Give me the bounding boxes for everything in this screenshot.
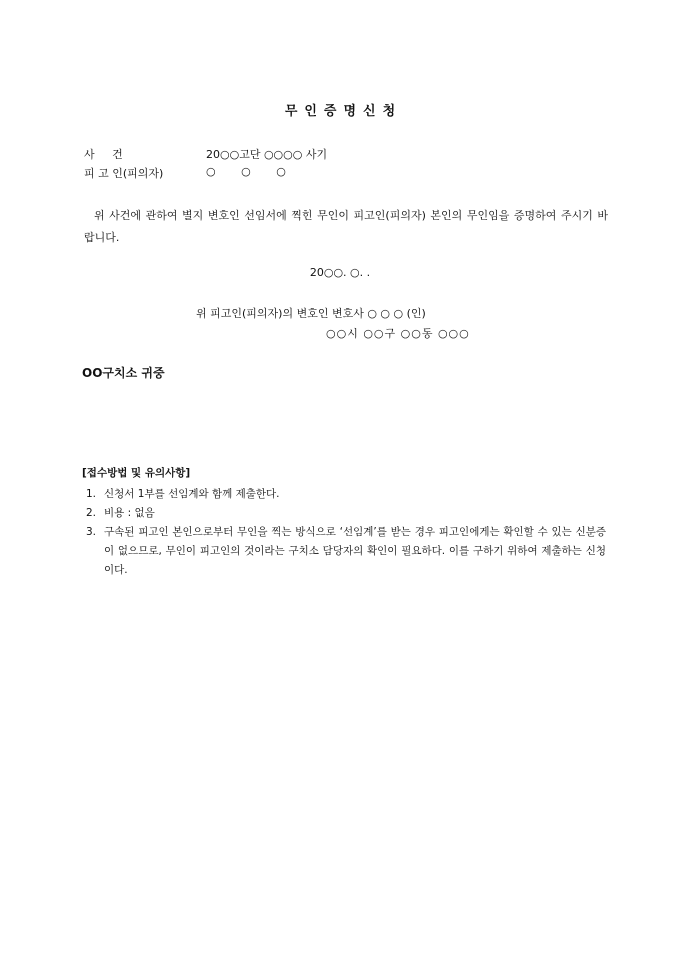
case-label: 사 건 — [84, 148, 123, 161]
document-title: 무인증명신청 — [284, 104, 403, 119]
list-item-text: 신청서 1부를 선임계와 함께 제출한다. — [104, 488, 280, 500]
body-paragraph: 위 사건에 관하여 별지 변호인 선임서에 찍힌 무인이 피고인(피의자) 본인의 무인임을 증명하여 주시기 바랍니다. — [84, 209, 608, 244]
list-item-number: 2. — [86, 507, 97, 519]
defendant-value: ○ ○ ○ — [206, 165, 286, 178]
list-item-text: 비용 : 없음 — [104, 507, 155, 519]
notes-heading: [접수방법 및 유의사항] — [82, 467, 191, 479]
defendant-label: 피 고 인(피의자) — [84, 167, 164, 180]
list-item-number: 1. — [86, 488, 97, 500]
list-item — [86, 485, 606, 504]
notes-list — [86, 485, 606, 580]
list-item-text: 구속된 피고인 본인으로부터 무인을 찍는 방식으로 ‘선임계’를 받는 경우 피고인에게는 확인할 수 있는 신분증이 없으므로, 무인이 피고인의 것이라는 구치소 담당자의 확인이 필요하다. 이를 구하기 위하여 제출하는 신청이다. — [104, 526, 606, 576]
address-line: ○○시 ○○구 ○○동 ○○○ — [326, 327, 470, 340]
date-line: 20○○. ○. . — [309, 266, 371, 279]
defendant-row — [84, 165, 286, 181]
case-row — [84, 146, 328, 162]
list-item-number: 3. — [86, 526, 97, 538]
recipient: OO구치소 귀중 — [82, 366, 165, 380]
list-item — [86, 523, 606, 580]
list-item — [86, 504, 606, 523]
signature-line: 위 피고인(피의자)의 변호인 변호사 ○ ○ ○ (인) — [196, 307, 426, 320]
case-value: 20○○고단 ○○○○ 사기 — [206, 148, 328, 161]
